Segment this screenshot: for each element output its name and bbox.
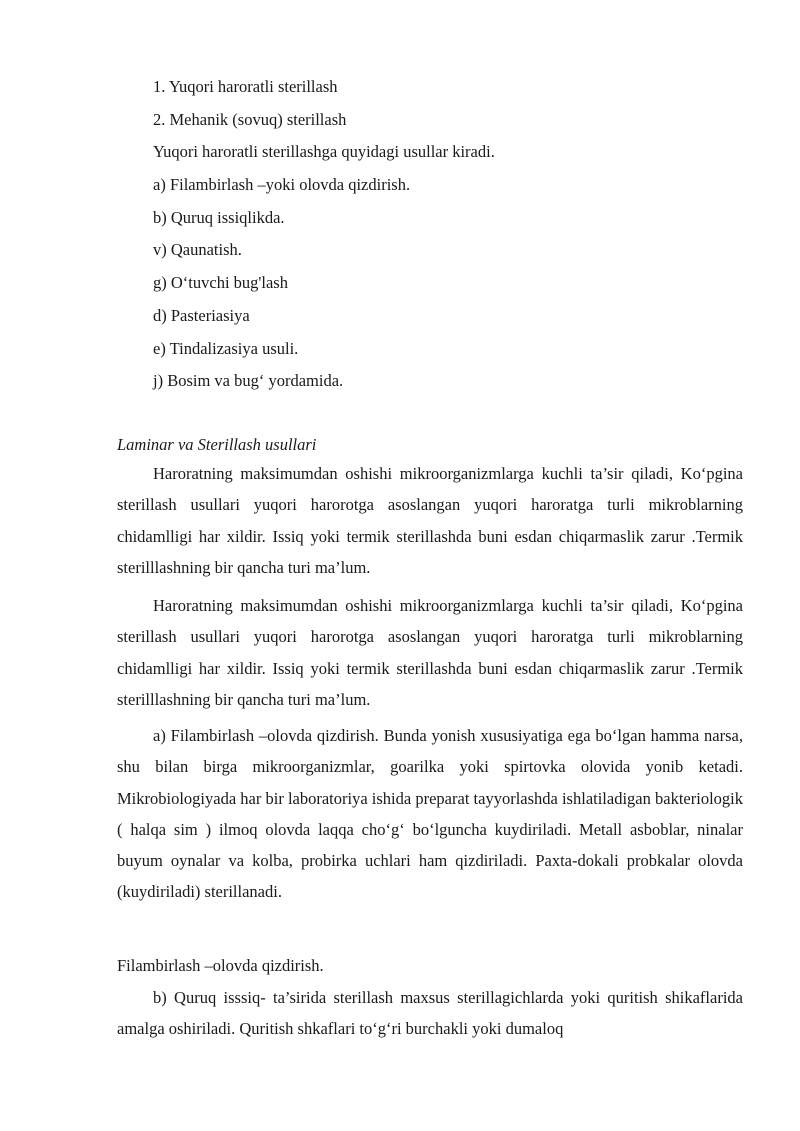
paragraph: Haroratning maksimumdan oshishi mikroorganizmlarga kuchli ta’sir qiladi, Ko‘pgina sterillash usullari yuqori harorotga asoslangan yuqori haroratga turli mikroblarning chidamlligi har xildir. Issiq yoki termik sterillashda buni esdan chiqarmaslik zarur .Termik sterilllashning bir qancha turi ma’lum. <box>117 464 743 577</box>
list-item: v) Qaunatish. <box>153 240 242 260</box>
list-item: b) Quruq issiqlikda. <box>153 207 285 227</box>
list-item: j) Bosim va bug‘ yordamida. <box>153 371 344 391</box>
paragraph: Haroratning maksimumdan oshishi mikroorganizmlarga kuchli ta’sir qiladi, Ko‘pgina sterillash usullari yuqori harorotga asoslangan yuqori haroratga turli mikroblarning chidamlligi har xildir. Issiq yoki termik sterillashda buni esdan chiqarmaslik zarur .Termik sterilllashning bir qancha turi ma’lum. <box>117 596 743 709</box>
list-item: a) Filambirlash –yoki olovda qizdirish. <box>153 175 411 195</box>
list-item: Yuqori haroratli sterillashga quyidagi usullar kiradi. <box>153 142 495 162</box>
list-item: e) Tindalizasiya usuli. <box>153 338 299 358</box>
method-list <box>153 76 753 403</box>
list-item: 2. Mehanik (sovuq) sterillash <box>153 109 347 129</box>
section-heading: Laminar va Sterillash usullari <box>117 435 317 454</box>
list-item: d) Pasteriasiya <box>153 305 250 325</box>
list-item: 1. Yuqori haroratli sterillash <box>153 77 338 96</box>
paragraph: b) Quruq isssiq- ta’sirida sterillash maxsus sterillagichlarda yoki quritish shikaflarida amalga oshiriladi. Quritish shkaflari to‘g‘ri burchakli yoki dumaloq <box>117 988 743 1039</box>
paragraph: a) Filambirlash –olovda qizdirish. Bunda yonish xususiyatiga ega bo‘lgan hamma narsa, shu bilan birga mikroorganizmlar, goarilka yoki spirtovka olovida yonib ketadi. Mikrobiologiyada har bir laboratoriya ishida preparat tayyorlashda ishlatiladigan bakteriologik ( halqa sim ) ilmoq olovda laqqa cho‘g‘ bo‘lguncha kuydiriladi. Metall asboblar, ninalar buyum oynalar va kolba, probirka uchlari ham qizdiriladi. Paxta-dokali probkalar olovda (kuydiriladi) sterillanadi. <box>117 726 743 902</box>
list-item: g) O‘tuvchi bug'lash <box>153 273 288 293</box>
subheading: Filambirlash –olovda qizdirish. <box>117 956 324 975</box>
